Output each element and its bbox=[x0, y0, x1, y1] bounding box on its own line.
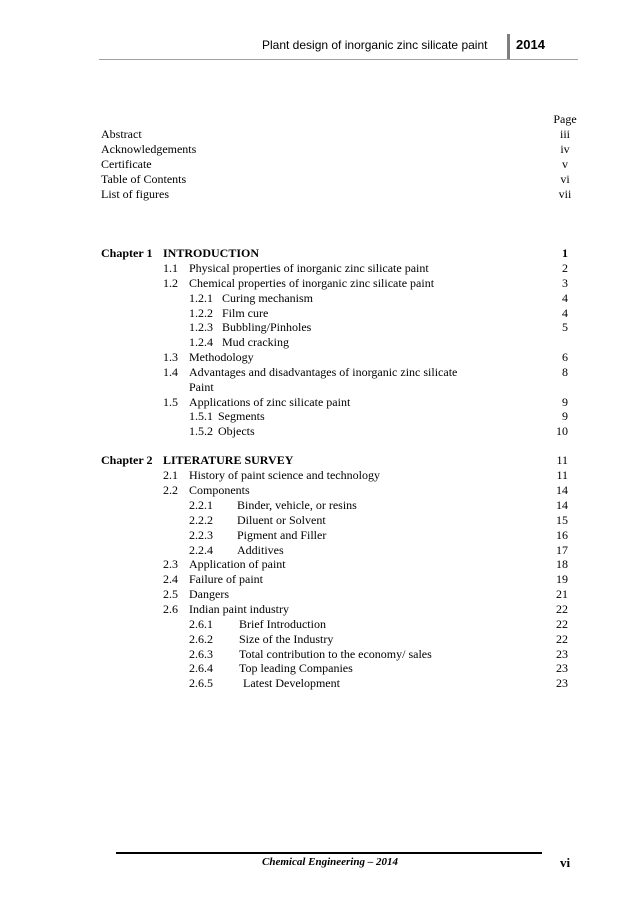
section-page: 3 bbox=[562, 276, 568, 290]
subsection-number: 2.6.1 bbox=[189, 617, 213, 631]
subsection-page: 23 bbox=[556, 676, 568, 690]
section-page: 11 bbox=[556, 468, 568, 482]
toc-entry-page: iii bbox=[559, 127, 570, 141]
subsection-page: 16 bbox=[556, 528, 568, 542]
section-page: 22 bbox=[556, 602, 568, 616]
section-title: Indian paint industry bbox=[189, 602, 289, 616]
section-page: 9 bbox=[562, 395, 568, 409]
footer-text: Chemical Engineering – 2014 bbox=[262, 856, 398, 868]
section-title: Applications of zinc silicate paint bbox=[189, 395, 351, 409]
toc-entry-label: List of figures bbox=[101, 187, 169, 201]
section-number: 2.1 bbox=[163, 468, 178, 482]
subsection-title: Additives bbox=[237, 543, 284, 557]
section-number: 2.6 bbox=[163, 602, 178, 616]
section-number: 1.5 bbox=[163, 395, 178, 409]
subsection-number: 1.5.2 bbox=[189, 424, 213, 438]
chapter-title: LITERATURE SURVEY bbox=[163, 453, 294, 467]
section-title: Advantages and disadvantages of inorganic zinc silicate bbox=[189, 365, 458, 379]
subsection-title: Size of the Industry bbox=[239, 632, 334, 646]
toc-entry-label: Abstract bbox=[101, 127, 142, 141]
subsection-number: 1.5.1 bbox=[189, 409, 213, 423]
section-title: Physical properties of inorganic zinc silicate paint bbox=[189, 261, 429, 275]
subsection-title: Pigment and Filler bbox=[237, 528, 327, 542]
chapter-page: 11 bbox=[556, 453, 568, 467]
section-title: History of paint science and technology bbox=[189, 468, 380, 482]
subsection-number: 2.2.2 bbox=[189, 513, 213, 527]
subsection-title: Diluent or Solvent bbox=[237, 513, 326, 527]
subsection-page: 14 bbox=[556, 498, 568, 512]
subsection-title: Curing mechanism bbox=[222, 291, 313, 305]
section-number: 2.5 bbox=[163, 587, 178, 601]
section-page: 2 bbox=[562, 261, 568, 275]
section-page: 8 bbox=[562, 365, 568, 379]
subsection-title: Objects bbox=[218, 424, 255, 438]
subsection-page: 17 bbox=[556, 543, 568, 557]
section-title: Dangers bbox=[189, 587, 229, 601]
toc-entry-page: vii bbox=[558, 187, 572, 201]
subsection-title: Bubbling/Pinholes bbox=[222, 320, 312, 334]
chapter-title: INTRODUCTION bbox=[163, 246, 260, 260]
page-column-heading: Page bbox=[553, 112, 577, 126]
subsection-number: 2.6.2 bbox=[189, 632, 213, 646]
header-rule bbox=[99, 59, 578, 60]
section-number: 2.3 bbox=[163, 557, 178, 571]
section-title: Methodology bbox=[189, 350, 254, 364]
subsection-page: 22 bbox=[556, 617, 568, 631]
header-title: Plant design of inorganic zinc silicate paint bbox=[262, 38, 488, 52]
subsection-number: 1.2.2 bbox=[189, 306, 213, 320]
subsection-page: 23 bbox=[556, 661, 568, 675]
subsection-title: Mud cracking bbox=[222, 335, 289, 349]
toc-entry-page: v bbox=[562, 157, 568, 171]
subsection-title: Brief Introduction bbox=[239, 617, 326, 631]
subsection-number: 1.2.4 bbox=[189, 335, 213, 349]
header-separator bbox=[507, 34, 510, 60]
subsection-title: Film cure bbox=[222, 306, 269, 320]
section-number: 2.4 bbox=[163, 572, 178, 586]
footer-rule bbox=[116, 852, 542, 854]
subsection-number: 2.2.1 bbox=[189, 498, 213, 512]
subsection-number: 1.2.3 bbox=[189, 320, 213, 334]
section-title: Components bbox=[189, 483, 250, 497]
subsection-number: 2.2.3 bbox=[189, 528, 213, 542]
subsection-title: Segments bbox=[218, 409, 265, 423]
section-page: 19 bbox=[556, 572, 568, 586]
section-title-continued: Paint bbox=[189, 380, 214, 394]
toc-entry-label: Certificate bbox=[101, 157, 152, 171]
subsection-page: 23 bbox=[556, 647, 568, 661]
subsection-page: 4 bbox=[562, 291, 568, 305]
toc-entry-page: vi bbox=[560, 172, 570, 186]
subsection-title: Top leading Companies bbox=[239, 661, 353, 675]
subsection-number: 2.6.4 bbox=[189, 661, 213, 675]
section-number: 2.2 bbox=[163, 483, 178, 497]
chapter-label: Chapter 2 bbox=[101, 453, 153, 467]
section-page: 6 bbox=[562, 350, 568, 364]
subsection-title: Latest Development bbox=[243, 676, 340, 690]
toc-entry-page: iv bbox=[560, 142, 570, 156]
chapter-label: Chapter 1 bbox=[101, 246, 153, 260]
subsection-page: 15 bbox=[556, 513, 568, 527]
section-page: 21 bbox=[556, 587, 568, 601]
subsection-page: 4 bbox=[562, 306, 568, 320]
section-title: Failure of paint bbox=[189, 572, 263, 586]
header-year: 2014 bbox=[516, 37, 545, 52]
section-number: 1.4 bbox=[163, 365, 178, 379]
subsection-number: 2.6.3 bbox=[189, 647, 213, 661]
section-number: 1.2 bbox=[163, 276, 178, 290]
section-page: 14 bbox=[556, 483, 568, 497]
subsection-page: 5 bbox=[562, 320, 568, 334]
section-number: 1.1 bbox=[163, 261, 178, 275]
subsection-number: 2.2.4 bbox=[189, 543, 213, 557]
subsection-title: Total contribution to the economy/ sales bbox=[239, 647, 432, 661]
toc-entry-label: Acknowledgements bbox=[101, 142, 197, 156]
section-page: 18 bbox=[556, 557, 568, 571]
toc-entry-label: Table of Contents bbox=[101, 172, 187, 186]
subsection-page: 10 bbox=[556, 424, 568, 438]
footer-page-number: vi bbox=[560, 855, 571, 870]
section-title: Application of paint bbox=[189, 557, 286, 571]
subsection-title: Binder, vehicle, or resins bbox=[237, 498, 357, 512]
subsection-page: 9 bbox=[562, 409, 568, 423]
subsection-number: 2.6.5 bbox=[189, 676, 213, 690]
section-number: 1.3 bbox=[163, 350, 178, 364]
subsection-number: 1.2.1 bbox=[189, 291, 213, 305]
section-title: Chemical properties of inorganic zinc silicate paint bbox=[189, 276, 435, 290]
chapter-page: 1 bbox=[562, 246, 568, 260]
subsection-page: 22 bbox=[556, 632, 568, 646]
